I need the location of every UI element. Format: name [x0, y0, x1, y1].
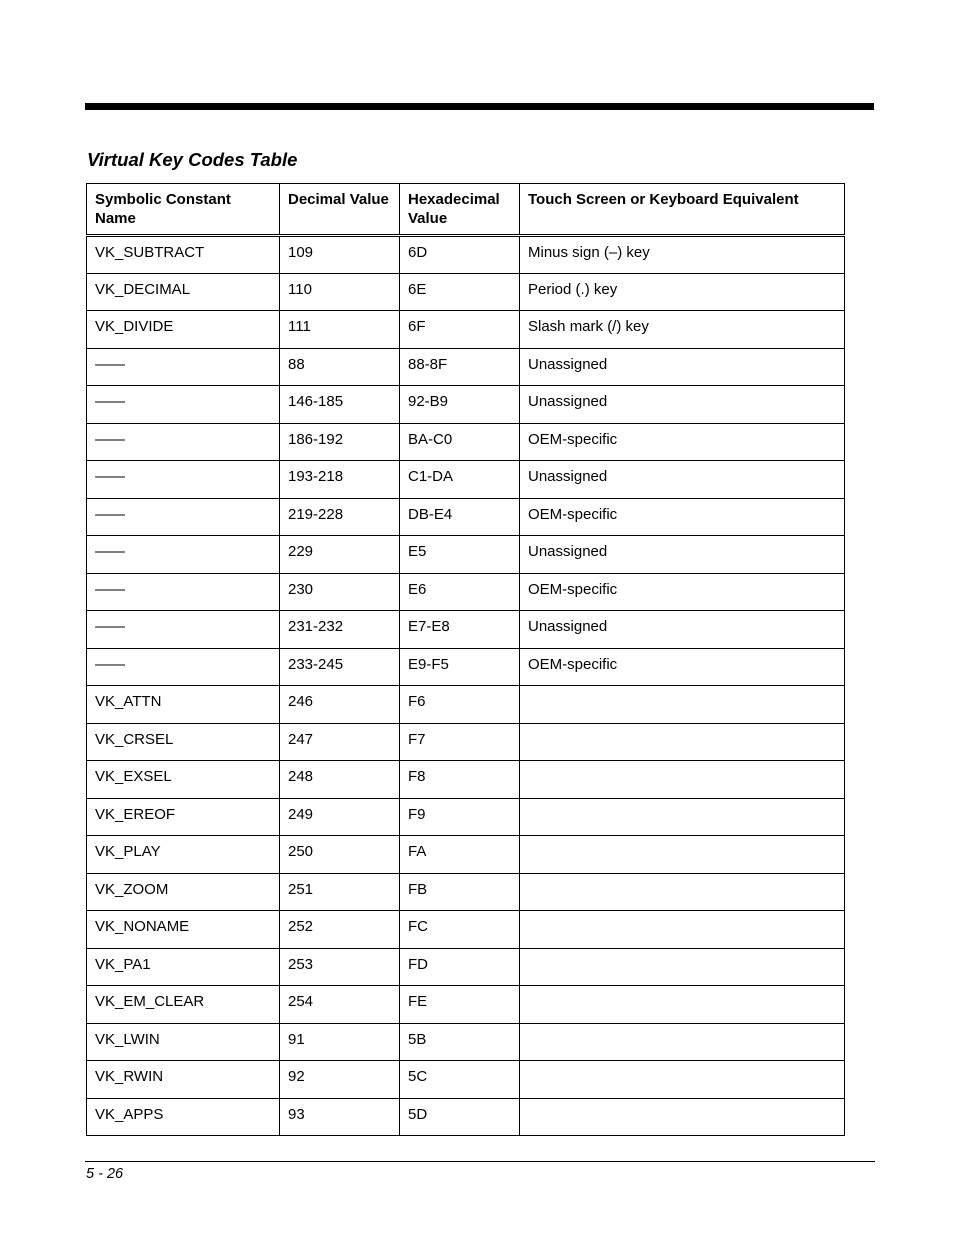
table-row [87, 686, 845, 724]
table-row [87, 1061, 845, 1099]
table-header-row [87, 184, 845, 236]
cell-symbolic-name: VK_DIVIDE [87, 311, 280, 349]
cell-symbolic-name: —— [87, 348, 280, 386]
cell-equivalent: Unassigned [520, 536, 845, 574]
cell-equivalent [520, 798, 845, 836]
cell-hex-value: 92-B9 [400, 386, 520, 424]
table-row [87, 986, 845, 1024]
header-symbolic-constant-name: Symbolic Constant Name [87, 184, 280, 236]
cell-hex-value: F6 [400, 686, 520, 724]
header-equivalent: Touch Screen or Keyboard Equivalent [520, 184, 845, 236]
cell-hex-value: 88-8F [400, 348, 520, 386]
cell-decimal-value: 186-192 [280, 423, 400, 461]
cell-decimal-value: 253 [280, 948, 400, 986]
cell-symbolic-name: VK_APPS [87, 1098, 280, 1136]
cell-hex-value: 5D [400, 1098, 520, 1136]
cell-decimal-value: 247 [280, 723, 400, 761]
cell-hex-value: 5C [400, 1061, 520, 1099]
cell-equivalent [520, 986, 845, 1024]
cell-hex-value: FD [400, 948, 520, 986]
cell-symbolic-name: —— [87, 461, 280, 499]
cell-hex-value: C1-DA [400, 461, 520, 499]
table-row [87, 498, 845, 536]
table-row [87, 573, 845, 611]
cell-decimal-value: 110 [280, 273, 400, 311]
table-row [87, 461, 845, 499]
cell-symbolic-name: VK_CRSEL [87, 723, 280, 761]
table-row [87, 761, 845, 799]
cell-decimal-value: 91 [280, 1023, 400, 1061]
cell-decimal-value: 254 [280, 986, 400, 1024]
cell-equivalent: Minus sign (–) key [520, 236, 845, 274]
table-row [87, 348, 845, 386]
table-row [87, 423, 845, 461]
cell-decimal-value: 88 [280, 348, 400, 386]
cell-hex-value: FC [400, 911, 520, 949]
table-row [87, 836, 845, 874]
cell-hex-value: FE [400, 986, 520, 1024]
table-row [87, 611, 845, 649]
cell-hex-value: F8 [400, 761, 520, 799]
cell-equivalent: Unassigned [520, 386, 845, 424]
cell-symbolic-name: VK_DECIMAL [87, 273, 280, 311]
cell-equivalent: OEM-specific [520, 423, 845, 461]
cell-hex-value: 6D [400, 236, 520, 274]
table-row [87, 911, 845, 949]
cell-symbolic-name: VK_LWIN [87, 1023, 280, 1061]
table-row [87, 1098, 845, 1136]
cell-symbolic-name: —— [87, 573, 280, 611]
cell-hex-value: BA-C0 [400, 423, 520, 461]
cell-decimal-value: 230 [280, 573, 400, 611]
cell-decimal-value: 250 [280, 836, 400, 874]
table-row [87, 236, 845, 274]
cell-symbolic-name: —— [87, 386, 280, 424]
cell-decimal-value: 251 [280, 873, 400, 911]
cell-decimal-value: 92 [280, 1061, 400, 1099]
table-row [87, 948, 845, 986]
cell-hex-value: E5 [400, 536, 520, 574]
cell-symbolic-name: VK_EREOF [87, 798, 280, 836]
table-body [87, 236, 845, 1136]
cell-decimal-value: 233-245 [280, 648, 400, 686]
cell-decimal-value: 219-228 [280, 498, 400, 536]
cell-hex-value: FB [400, 873, 520, 911]
cell-equivalent [520, 761, 845, 799]
table-row [87, 873, 845, 911]
cell-equivalent: OEM-specific [520, 498, 845, 536]
cell-symbolic-name: VK_PLAY [87, 836, 280, 874]
cell-equivalent: Period (.) key [520, 273, 845, 311]
header-decimal-value: Decimal Value [280, 184, 400, 236]
cell-equivalent [520, 1023, 845, 1061]
cell-decimal-value: 231-232 [280, 611, 400, 649]
cell-hex-value: E7-E8 [400, 611, 520, 649]
cell-equivalent [520, 1098, 845, 1136]
page-number: 5 - 26 [86, 1166, 124, 1182]
cell-decimal-value: 111 [280, 311, 400, 349]
cell-equivalent: Slash mark (/) key [520, 311, 845, 349]
cell-hex-value: 5B [400, 1023, 520, 1061]
cell-symbolic-name: —— [87, 611, 280, 649]
section-title: Virtual Key Codes Table [87, 149, 298, 170]
cell-equivalent [520, 948, 845, 986]
footer-rule [85, 1161, 875, 1162]
cell-symbolic-name: —— [87, 648, 280, 686]
cell-hex-value: F9 [400, 798, 520, 836]
cell-decimal-value: 146-185 [280, 386, 400, 424]
cell-symbolic-name: VK_NONAME [87, 911, 280, 949]
cell-equivalent [520, 723, 845, 761]
table-row [87, 723, 845, 761]
cell-equivalent [520, 836, 845, 874]
cell-decimal-value: 252 [280, 911, 400, 949]
table-row [87, 536, 845, 574]
cell-decimal-value: 193-218 [280, 461, 400, 499]
virtual-key-codes-table [86, 183, 845, 1136]
table-row [87, 311, 845, 349]
cell-equivalent: OEM-specific [520, 648, 845, 686]
cell-equivalent: OEM-specific [520, 573, 845, 611]
header-hexadecimal-value: Hexadecimal Value [400, 184, 520, 236]
cell-symbolic-name: VK_EXSEL [87, 761, 280, 799]
cell-hex-value: E9-F5 [400, 648, 520, 686]
cell-decimal-value: 248 [280, 761, 400, 799]
cell-equivalent [520, 686, 845, 724]
table-row [87, 648, 845, 686]
cell-hex-value: DB-E4 [400, 498, 520, 536]
cell-decimal-value: 246 [280, 686, 400, 724]
cell-decimal-value: 109 [280, 236, 400, 274]
cell-symbolic-name: VK_SUBTRACT [87, 236, 280, 274]
cell-hex-value: FA [400, 836, 520, 874]
cell-equivalent [520, 911, 845, 949]
cell-equivalent [520, 873, 845, 911]
cell-equivalent: Unassigned [520, 461, 845, 499]
cell-symbolic-name: VK_PA1 [87, 948, 280, 986]
cell-symbolic-name: —— [87, 536, 280, 574]
cell-decimal-value: 229 [280, 536, 400, 574]
cell-equivalent: Unassigned [520, 348, 845, 386]
cell-hex-value: 6E [400, 273, 520, 311]
cell-decimal-value: 249 [280, 798, 400, 836]
cell-symbolic-name: VK_RWIN [87, 1061, 280, 1099]
table-row [87, 1023, 845, 1061]
cell-symbolic-name: —— [87, 498, 280, 536]
cell-decimal-value: 93 [280, 1098, 400, 1136]
cell-equivalent [520, 1061, 845, 1099]
cell-equivalent: Unassigned [520, 611, 845, 649]
cell-symbolic-name: VK_ATTN [87, 686, 280, 724]
cell-symbolic-name: VK_EM_CLEAR [87, 986, 280, 1024]
cell-symbolic-name: VK_ZOOM [87, 873, 280, 911]
table-row [87, 386, 845, 424]
cell-hex-value: E6 [400, 573, 520, 611]
cell-hex-value: 6F [400, 311, 520, 349]
table-row [87, 273, 845, 311]
cell-symbolic-name: —— [87, 423, 280, 461]
table-row [87, 798, 845, 836]
cell-hex-value: F7 [400, 723, 520, 761]
header-rule [85, 103, 874, 110]
